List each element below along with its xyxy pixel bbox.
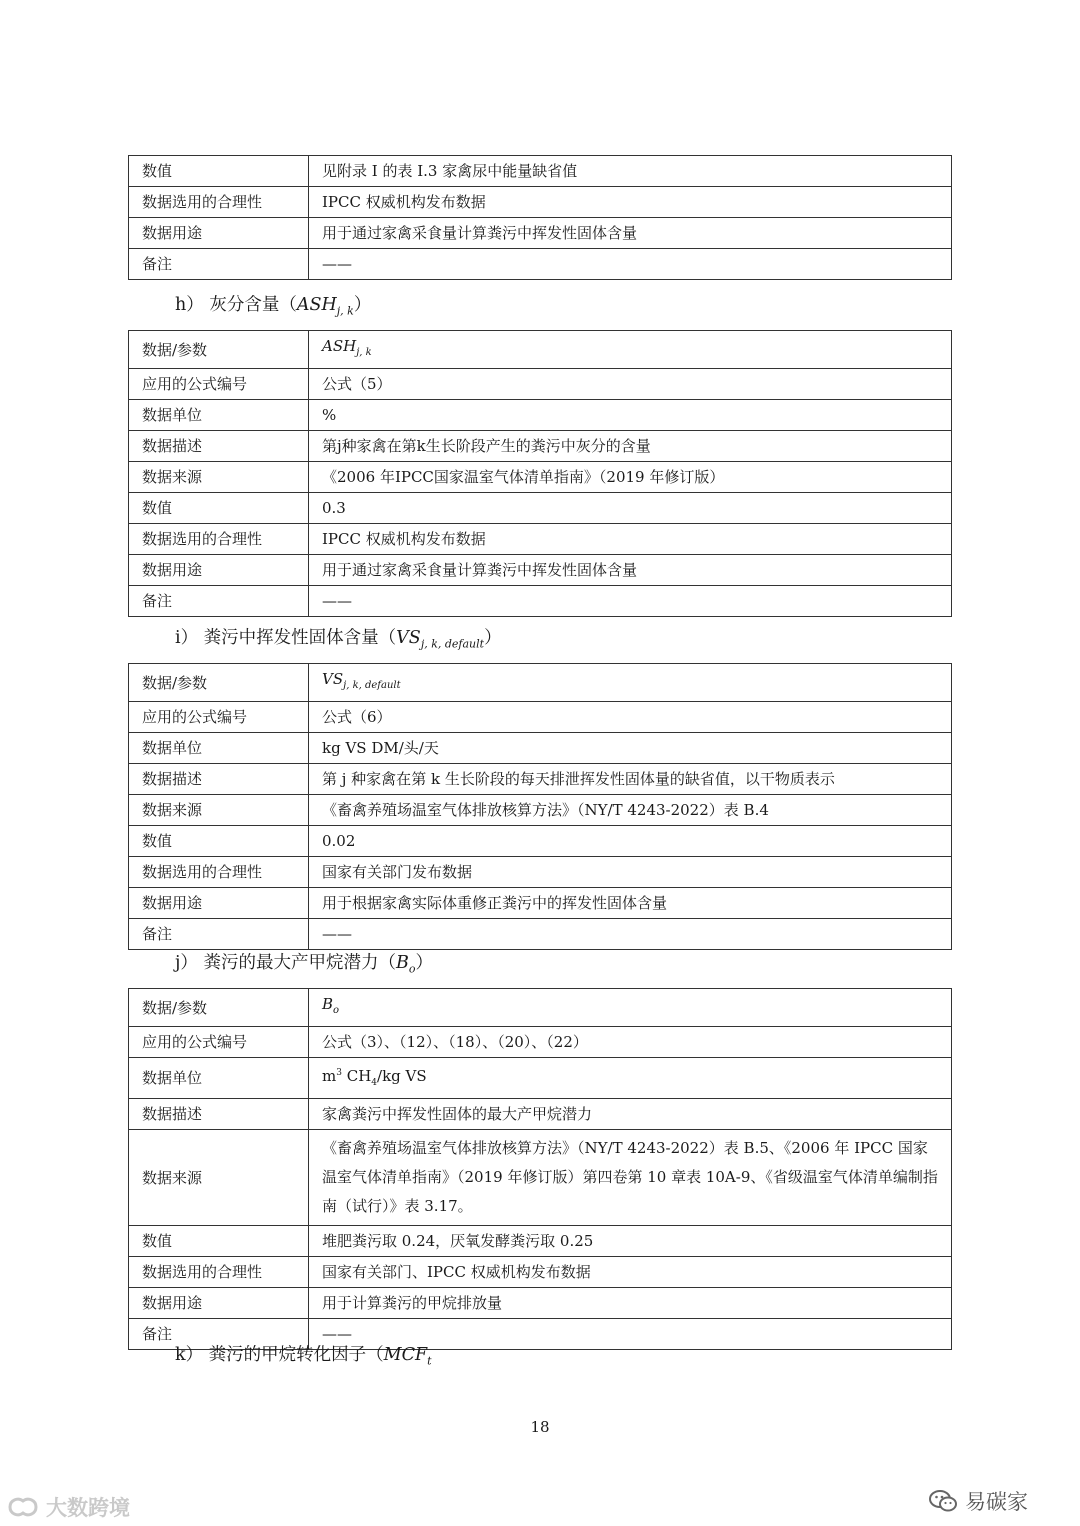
table-row — [129, 702, 952, 733]
table-row — [129, 733, 952, 764]
table-row — [129, 1027, 952, 1058]
row-value: 0.3 — [309, 493, 952, 524]
row-value: $m^3$ $CH_4/kg$ VS — [309, 1058, 952, 1099]
row-value: —— — [309, 586, 952, 617]
table-row — [129, 1226, 952, 1257]
table-row — [129, 249, 952, 280]
row-label: 数据用途 — [129, 555, 309, 586]
table-row — [129, 1058, 952, 1099]
table-row — [129, 218, 952, 249]
row-label: 数据单位 — [129, 400, 309, 431]
row-value: —— — [309, 249, 952, 280]
page-number: 18 — [530, 1418, 550, 1436]
table-row — [129, 857, 952, 888]
watermark-right — [928, 1486, 1028, 1516]
section-heading-j: j） 粪污的最大产甲烷潜力$(B_o)$ — [175, 953, 433, 976]
row-label: 数值 — [129, 826, 309, 857]
table-row — [129, 764, 952, 795]
row-value: % — [309, 400, 952, 431]
row-value: 见附录 I 的表 I.3 家禽尿中能量缺省值 — [309, 156, 952, 187]
row-value: 用于计算粪污的甲烷排放量 — [309, 1288, 952, 1319]
section-heading-k: k） 粪污的甲烷转化因子（$MCF_t$ — [175, 1345, 432, 1368]
row-value: 用于根据家禽实际体重修正粪污中的挥发性固体含量 — [309, 888, 952, 919]
table-row — [129, 664, 952, 702]
row-value: —— — [309, 919, 952, 950]
table-row — [129, 400, 952, 431]
table-row — [129, 156, 952, 187]
row-value: 用于通过家禽采食量计算粪污中挥发性固体含量 — [309, 218, 952, 249]
row-value: 《畜禽养殖场温室气体排放核算方法》（NY/T 4243-2022）表 B.4 — [309, 795, 952, 826]
row-label: 应用的公式编号 — [129, 702, 309, 733]
table-i — [128, 663, 952, 950]
row-label: 数据/参数 — [129, 989, 309, 1027]
wechat-icon — [928, 1488, 958, 1514]
row-label: 备注 — [129, 1319, 309, 1350]
row-label: 数据/参数 — [129, 664, 309, 702]
row-value: $ASH_{j, k}$ — [309, 331, 952, 369]
row-label: 数据选用的合理性 — [129, 524, 309, 555]
row-label: 数值 — [129, 156, 309, 187]
table-row — [129, 919, 952, 950]
table-row — [129, 888, 952, 919]
table-row — [129, 1099, 952, 1130]
row-value: 《2006 年IPCC国家温室气体清单指南》（2019 年修订版） — [309, 462, 952, 493]
row-value: IPCC 权威机构发布数据 — [309, 187, 952, 218]
row-value: —— — [309, 1319, 952, 1350]
row-value: 公式（6） — [309, 702, 952, 733]
row-value: 堆肥粪污取 0.24，厌氧发酵粪污取 0.25 — [309, 1226, 952, 1257]
row-label: 数据描述 — [129, 1099, 309, 1130]
row-label: 数据用途 — [129, 218, 309, 249]
table-row — [129, 1257, 952, 1288]
row-label: 数值 — [129, 1226, 309, 1257]
row-label: 数据用途 — [129, 1288, 309, 1319]
table-row — [129, 524, 952, 555]
row-value: 国家有关部门、IPCC 权威机构发布数据 — [309, 1257, 952, 1288]
row-label: 备注 — [129, 919, 309, 950]
row-value: 国家有关部门发布数据 — [309, 857, 952, 888]
row-label: 数据选用的合理性 — [129, 857, 309, 888]
row-label: 应用的公式编号 — [129, 369, 309, 400]
table-row — [129, 462, 952, 493]
row-value: 第 j 种家禽在第 k 生长阶段的每天排泄挥发性固体量的缺省值，以干物质表示 — [309, 764, 952, 795]
watermark-right-text: 易碳家 — [965, 1490, 1028, 1514]
row-value: 公式（5） — [309, 369, 952, 400]
row-label: 数据来源 — [129, 1130, 309, 1226]
table-g-tail — [128, 155, 952, 280]
row-value: 公式（3）、（12）、（18）、（20）、（22） — [309, 1027, 952, 1058]
row-label: 数据来源 — [129, 795, 309, 826]
row-label: 数据选用的合理性 — [129, 187, 309, 218]
row-value: $VS_{j, k, default}$ — [309, 664, 952, 702]
row-value: 0.02 — [309, 826, 952, 857]
row-label: 数据/参数 — [129, 331, 309, 369]
table-h — [128, 330, 952, 617]
row-value: 第j种家禽在第k生长阶段产生的粪污中灰分的含量 — [309, 431, 952, 462]
brand-logo-icon — [6, 1495, 40, 1519]
row-label: 数据来源 — [129, 462, 309, 493]
table-row — [129, 187, 952, 218]
watermark-left-text: 大数跨境 — [46, 1496, 130, 1520]
table-row — [129, 826, 952, 857]
row-value: 家禽粪污中挥发性固体的最大产甲烷潜力 — [309, 1099, 952, 1130]
row-label: 应用的公式编号 — [129, 1027, 309, 1058]
table-row — [129, 555, 952, 586]
table-row — [129, 493, 952, 524]
row-label: 备注 — [129, 249, 309, 280]
row-label: 数据用途 — [129, 888, 309, 919]
table-j — [128, 988, 952, 1350]
row-label: 数据单位 — [129, 733, 309, 764]
row-value: IPCC 权威机构发布数据 — [309, 524, 952, 555]
table-row — [129, 795, 952, 826]
row-label: 数据选用的合理性 — [129, 1257, 309, 1288]
row-label: 数据描述 — [129, 431, 309, 462]
watermark-left — [6, 1492, 130, 1522]
section-heading-h: h） 灰分含量$(ASH_{j, k})$ — [175, 295, 372, 318]
section-heading-i: i） 粪污中挥发性固体含量$(VS_{j, k, default})$ — [175, 628, 502, 651]
table-row — [129, 1288, 952, 1319]
table-row — [129, 989, 952, 1027]
row-value: 《畜禽养殖场温室气体排放核算方法》（NY/T 4243-2022）表 B.5、《2006 年 IPCC 国家温室气体清单指南》（2019 年修订版）第四卷第 10 章表 10A-9、《省级温室气体清单编制指南（试行）》表 3.17。 — [309, 1130, 952, 1226]
row-label: 备注 — [129, 586, 309, 617]
row-label: 数据描述 — [129, 764, 309, 795]
row-label: 数据单位 — [129, 1058, 309, 1099]
table-row — [129, 431, 952, 462]
table-row — [129, 586, 952, 617]
row-value: kg VS DM/头/天 — [309, 733, 952, 764]
row-label: 数值 — [129, 493, 309, 524]
table-row — [129, 369, 952, 400]
row-value: $B_o$ — [309, 989, 952, 1027]
table-row — [129, 1130, 952, 1226]
row-value: 用于通过家禽采食量计算粪污中挥发性固体含量 — [309, 555, 952, 586]
table-row — [129, 331, 952, 369]
